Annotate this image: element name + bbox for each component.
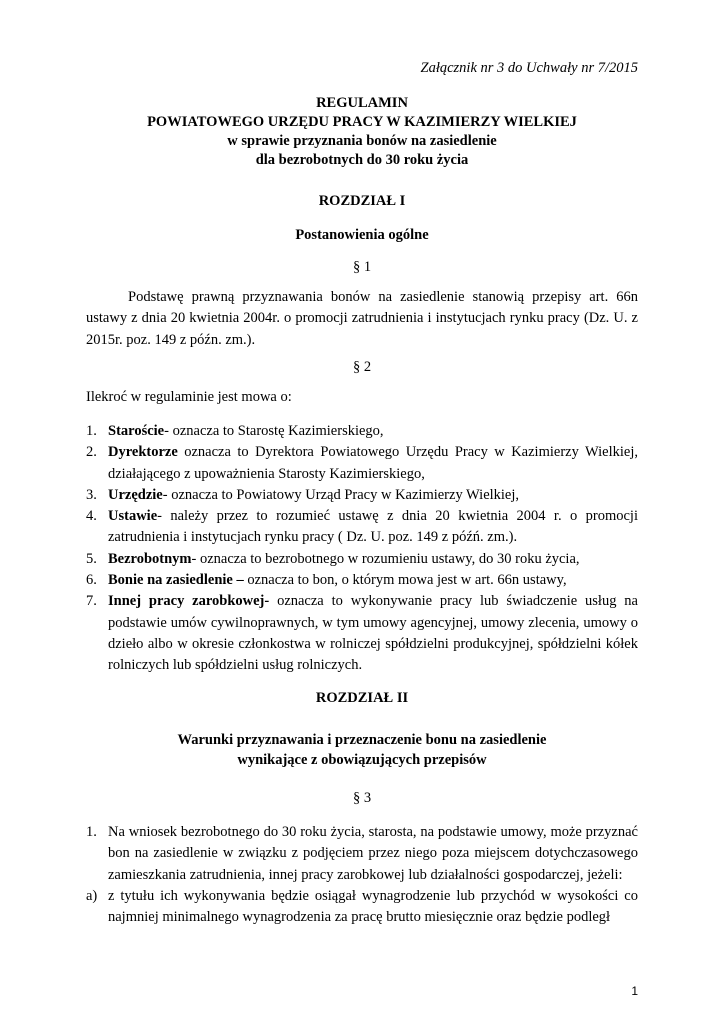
section-3-item bbox=[86, 822, 638, 886]
definition-term: Bezrobotnym bbox=[108, 550, 192, 567]
item-number: 5. bbox=[86, 550, 97, 567]
section-1-mark: § 1 bbox=[352, 259, 372, 275]
section-3-item-text: Na wniosek bezrobotnego do 30 roku życia, starosta, na podstawie umowy, może przyznać bon na zasiedlenie w związku z podjęciem przez niego poza miejscem dotychczasowego zamieszkania zatrudnienia, innej pracy zarobkowej lub działalności gospodarczej, jeżeli: bbox=[108, 824, 638, 883]
definition-term: Ustawie bbox=[108, 508, 158, 525]
section-2-intro: Ilekroć w regulaminie jest mowa o: bbox=[86, 389, 292, 405]
definition-item bbox=[86, 485, 638, 506]
definition-term: Innej pracy zarobkowej- bbox=[108, 593, 270, 610]
definition-item bbox=[86, 421, 638, 442]
attachment-note: Załącznik nr 3 do Uchwały nr 7/2015 bbox=[420, 60, 638, 76]
item-number: 1. bbox=[86, 824, 97, 840]
definition-term: Staroście bbox=[108, 423, 165, 439]
definitions-list bbox=[86, 421, 638, 677]
title-line-1: REGULAMIN bbox=[316, 95, 408, 111]
section-1-text: Podstawę prawną przyznawania bonów na zasiedlenie stanowią przepisy art. 66n ustawy z dnia 20 kwietnia 2004r. o promocji zatrudnienia i instytucjach rynku pracy (Dz. U. z 2015r. poz. 149 z późn. zm.). bbox=[86, 289, 638, 348]
definition-item bbox=[86, 591, 638, 676]
section-3-subitem-text: z tytułu ich wykonywania będzie osiągał wynagrodzenie lub przychód w wysokości co najmniej minimalnego wynagrodzenia za pracę brutto miesięcznie oraz będzie podległ bbox=[108, 887, 638, 926]
chapter-1-heading: ROZDZIAŁ I bbox=[318, 193, 406, 209]
definition-item bbox=[86, 570, 638, 591]
definition-text: - oznacza to Powiatowy Urząd Pracy w Kazimierzy Wielkiej, bbox=[162, 486, 520, 503]
definition-term: Urzędzie bbox=[108, 486, 163, 503]
definition-item bbox=[86, 442, 638, 485]
definition-text: oznacza to wykonywanie pracy lub świadczenie usług na podstawie umów cywilnoprawnych, w tym umowy agencyjnej, umowy zlecenia, umowy o dzieło albo w okresie członkostwa w rolniczej spółdzielni produkcyjnej, spółdzielni kółek rolniczych lub spółdzielni usług rolniczych. bbox=[108, 593, 638, 674]
chapter-2-heading: ROZDZIAŁ II bbox=[315, 690, 409, 706]
title-line-2: POWIATOWEGO URZĘDU PRACY W KAZIMIERZY WIELKIEJ bbox=[147, 114, 577, 130]
title-line-4: dla bezrobotnych do 30 roku życia bbox=[255, 152, 469, 168]
chapter-2-subheading bbox=[86, 730, 638, 770]
definition-text: - oznacza to Starostę Kazimierskiego, bbox=[164, 423, 384, 439]
chapter-2-subheading-line-1: Warunki przyznawania i przeznaczenie bonu na zasiedlenie bbox=[177, 732, 547, 748]
section-3-subitem bbox=[86, 886, 638, 929]
item-letter: a) bbox=[86, 887, 98, 904]
definition-term: Bonie na zasiedlenie – bbox=[108, 572, 244, 589]
definition-item bbox=[86, 506, 638, 549]
item-number: 7. bbox=[86, 593, 97, 610]
definition-text: oznacza to Dyrektora Powiatowego Urzędu Pracy w Kazimierzy Wielkiej, działającego z upoważnienia Starosty Kazimierskiego, bbox=[108, 444, 638, 482]
definition-text: oznacza to bon, o którym mowa jest w art. 66n ustawy, bbox=[243, 572, 567, 589]
item-number: 6. bbox=[86, 572, 97, 589]
item-number: 1. bbox=[86, 423, 97, 439]
chapter-2-subheading-line-2: wynikające z obowiązujących przepisów bbox=[237, 752, 487, 768]
title-line-3: w sprawie przyznania bonów na zasiedlenie bbox=[227, 133, 497, 149]
document-title bbox=[86, 94, 638, 170]
item-number: 4. bbox=[86, 508, 97, 525]
page-number: 1 bbox=[631, 984, 638, 998]
section-3-content bbox=[86, 822, 638, 928]
definition-text: - należy przez to rozumieć ustawę z dnia 20 kwietnia 2004 r. o promocji zatrudnienia i instytucjach rynku pracy ( Dz. U. poz. 149 z późń. zm.). bbox=[108, 508, 638, 546]
definition-term: Dyrektorze bbox=[108, 444, 178, 461]
section-3-mark: § 3 bbox=[352, 790, 372, 806]
section-2-mark: § 2 bbox=[352, 359, 372, 375]
definition-item bbox=[86, 549, 638, 570]
definition-text: - oznacza to bezrobotnego w rozumieniu ustawy, do 30 roku życia, bbox=[191, 550, 580, 567]
item-number: 3. bbox=[86, 486, 97, 503]
chapter-1-subheading: Postanowienia ogólne bbox=[295, 227, 429, 243]
item-number: 2. bbox=[86, 444, 97, 461]
